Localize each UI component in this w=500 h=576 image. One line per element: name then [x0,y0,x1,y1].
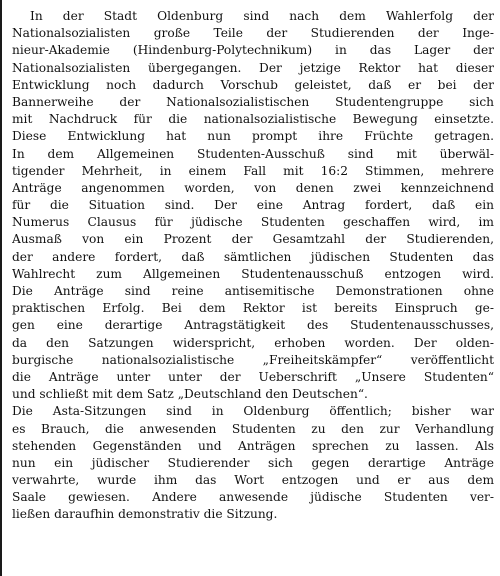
article-text [12,8,494,524]
article-line: stehenden Gegenständen und Anträgen sprechen zu lassen. Als [12,438,494,453]
article-line: tigender Mehrheit, in einem Fall mit 16:2 Stimmen, mehrere [12,163,494,178]
article-line: Bannerweihe der Nationalsozialistischen Studentengruppe sich [12,94,494,109]
article-line: und schließt mit dem Satz „Deutschland den Deutschen“. [12,387,368,402]
article-line: Numerus Clausus für jüdische Studenten geschaffen wird, im [12,215,494,230]
article-line: die Anträge unter unter der Ueberschrift „Unsere Studenten“ [12,369,494,384]
article-line: Diese Entwicklung hat nun prompt ihre Früchte getragen. [12,129,494,144]
article-line: Die Anträge sind reine antisemitische Demonstrationen ohne [12,284,494,298]
article-line: es Brauch, die anwesenden Studenten zu den zur Verhandlung [12,421,494,436]
article-line: da den Satzungen widerspricht, erhoben worden. Der olden- [12,335,494,350]
article-line: Die Asta-Sitzungen sind in Oldenburg öffentlich; bisher war [12,404,494,419]
article-line: In der Stadt Oldenburg sind nach dem Wahlerfolg der [30,9,494,23]
article-line: verwahrte, wurde ihm das Wort entzogen und er aus dem [12,473,494,488]
article-line: burgische nationalsozialistische „Freiheitskämpfer“ veröffentlicht [12,352,494,367]
article-line: Nationalsozialisten übergegangen. Der jetzige Rektor hat dieser [12,60,494,75]
article-line: gen eine derartige Antragstätigkeit des Studentenausschusses, [12,318,494,333]
article-line: Wahlrecht zum Allgemeinen Studentenausschuß entzogen wird. [12,266,494,281]
article-line: Saale gewiesen. Andere anwesende jüdische Studenten ver- [12,490,494,505]
article-line: Nationalsozialisten große Teile der Studierenden der Inge- [12,26,494,41]
article-line: der andere fordert, daß sämtlichen jüdischen Studenten das [12,249,494,264]
article-line: Entwicklung noch dadurch Vorschub geleistet, daß er bei der [12,77,494,92]
article-line: mit Nachdruck für die nationalsozialistische Bewegung einsetzte. [12,112,494,127]
article-line: In dem Allgemeinen Studenten-Ausschuß sind mit überwäl- [12,146,494,161]
article-line: Anträge angenommen worden, von denen zwei kennzeichnend [12,180,494,195]
article-line: ließen daraufhin demonstrativ die Sitzung. [12,507,278,522]
article-line: nieur-Akademie (Hindenburg-Polytechnikum) in das Lager der [12,43,494,58]
article-line: für die Situation sind. Der eine Antrag fordert, daß ein [12,198,494,213]
article-line: Ausmaß von ein Prozent der Gesamtzahl der Studierenden, [12,232,494,247]
article-line: nun ein jüdischer Studierender sich gegen derartige Anträge [12,455,494,470]
article-line: praktischen Erfolg. Bei dem Rektor ist bereits Einspruch ge- [12,301,494,316]
